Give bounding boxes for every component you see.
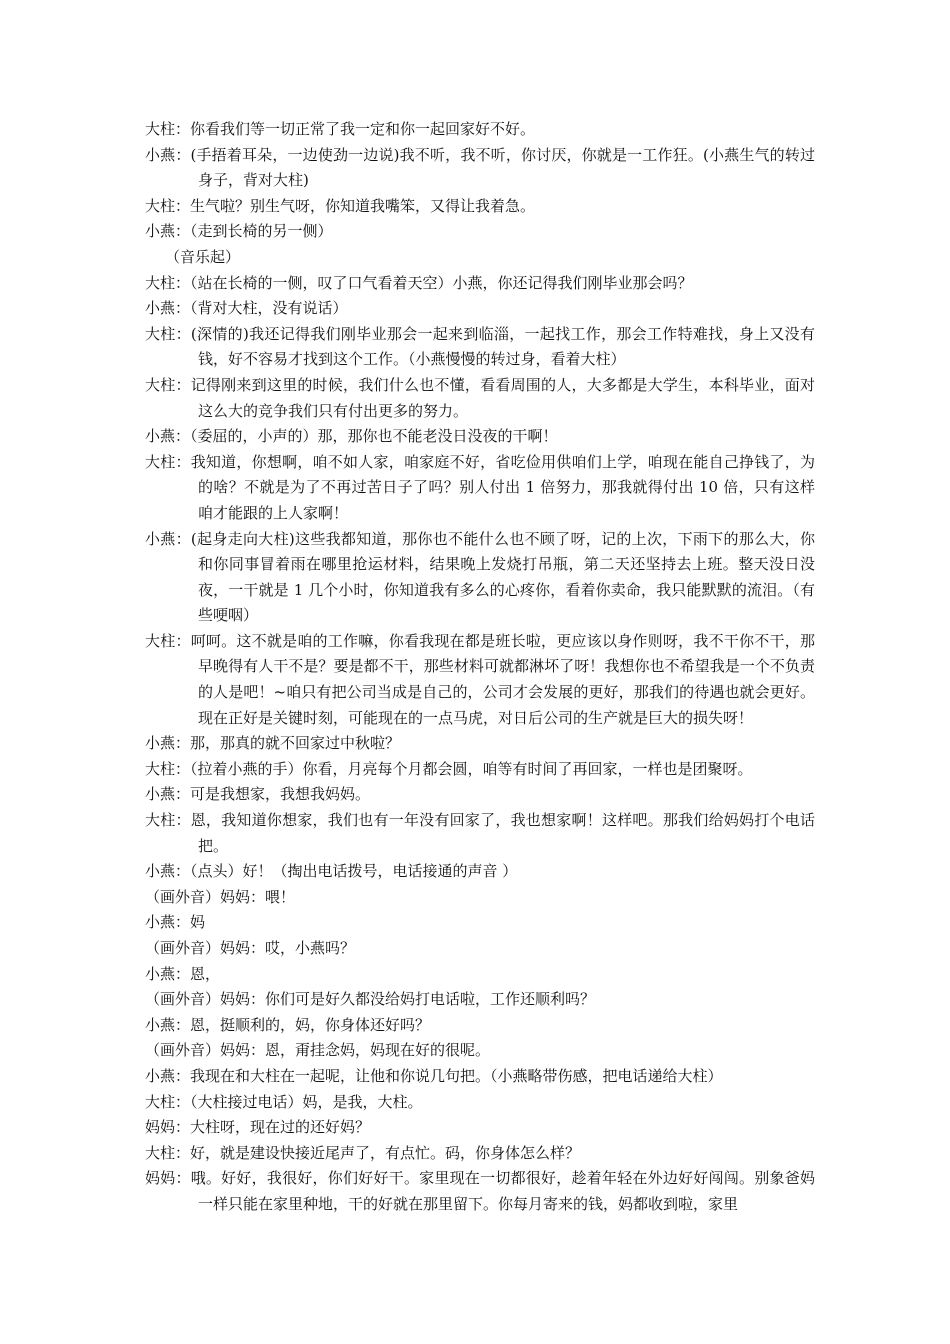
dialogue-line: 大柱：生气啦？别生气呀，你知道我嘴笨，又得让我着急。	[145, 196, 536, 215]
dialogue-line: 小燕：可是我想家，我想我妈妈。	[145, 785, 371, 804]
dialogue-line: 大柱：（站在长椅的一侧，叹了口气看着天空）小燕，你还记得我们刚毕业那会吗？	[145, 273, 693, 292]
dialogue-line: 小燕：恩，	[145, 964, 221, 983]
stage-direction: （音乐起）	[165, 247, 241, 266]
dialogue-line: 小燕：（委屈的，小声的）那，那你也不能老没日没夜的干啊！	[145, 427, 558, 446]
offscreen-voice-line: （画外音）妈妈：哎，小燕吗？	[145, 939, 356, 957]
dialogue-line: 大柱：(深情的)我还记得我们刚毕业那会一起来到临淄，一起找工作，那会工作特难找，身上又没有钱，好不容易才找到这个工作。（小燕慢慢的转过身，看着大柱）	[145, 324, 815, 369]
offscreen-voice-line: （画外音）妈妈：恩，甭挂念妈，妈现在好的很呢。	[145, 1041, 491, 1060]
script-page	[145, 117, 815, 1218]
dialogue-line: 大柱：我知道，你想啊，咱不如人家，咱家庭不好，省吃俭用供咱们上学，咱现在能自己挣钱了，为的啥？不就是为了不再过苦日子了吗？别人付出 1 倍努力，那我就得付出 10 倍，只有这样咱才能跟的上人家啊！	[145, 452, 815, 522]
dialogue-line: 大柱：（大柱接过电话）妈，是我，大柱。	[145, 1092, 423, 1111]
dialogue-line: 妈妈：哦。好好，我很好，你们好好干。家里现在一切都很好，趁着年轻在外边好好闯闯。别象爸妈一样只能在家里种地，干的好就在那里留下。你每月寄来的钱，妈都收到啦，家里	[145, 1169, 815, 1213]
offscreen-voice-line: （画外音）妈妈：你们可是好久都没给妈打电话啦，工作还顺利吗？	[145, 990, 596, 1009]
dialogue-line: 小燕：(起身走向大柱)这些我都知道，那你也不能什么也不顾了呀，记的上次，下雨下的那么大，你和你同事冒着雨在哪里抢运材料，结果晚上发烧打吊瓶，第二天还坚持去上班。整天没日没夜，一干就是 1 几个小时，你知道我有多么的心疼你，看着你卖命，我只能默默的流泪。（有些哽咽）	[145, 529, 815, 625]
dialogue-line: 小燕：(手捂着耳朵，一边使劲一边说)我不听，我不听，你讨厌，你就是一工作狂。(小燕生气的转过身子，背对大柱)	[145, 145, 815, 190]
dialogue-line: 小燕：妈	[145, 913, 206, 932]
dialogue-line: 妈妈：大柱呀，现在过的还好妈？	[145, 1118, 371, 1137]
dialogue-line: 小燕：（点头）好！（掏出电话拨号，电话接通的声音 ）	[145, 862, 518, 881]
dialogue-line: 大柱：呵呵。这不就是咱的工作嘛，你看我现在都是班长啦，更应该以身作则呀，我不干你不干，那早晚得有人干不是？要是都不干，那些材料可就都淋坏了呀！我想你也不希望我是一个不负责的人是吧！~咱只有把公司当成是自己的，公司才会发展的更好，那我们的待遇也就会更好。现在正好是关键时刻，可能现在的一点马虎，对日后公司的生产就是巨大的损失呀！	[145, 631, 815, 727]
dialogue-line: 大柱：记得刚来到这里的时候，我们什么也不懂，看看周围的人，大多都是大学生，本科毕业，面对这么大的竞争我们只有付出更多的努力。	[145, 375, 815, 420]
dialogue-line: 小燕：那，那真的就不回家过中秋啦？	[145, 734, 401, 753]
dialogue-line: 大柱：（拉着小燕的手）你看，月亮每个月都会圆，咱等有时间了再回家，一样也是团聚呀。	[145, 759, 753, 778]
dialogue-line: 小燕：我现在和大柱在一起呢，让他和你说几句把。（小燕略带伤感，把电话递给大柱）	[145, 1066, 723, 1085]
dialogue-line: 小燕：（走到长椅的另一侧）	[145, 222, 333, 241]
dialogue-line: 大柱：好，就是建设快接近尾声了，有点忙。码，你身体怎么样？	[145, 1143, 581, 1162]
offscreen-voice-line: （画外音）妈妈：喂！	[145, 887, 296, 906]
dialogue-line: 大柱：你看我们等一切正常了我一定和你一起回家好不好。	[145, 120, 536, 138]
dialogue-line: 小燕：（背对大柱，没有说话）	[145, 299, 348, 318]
dialogue-line: 小燕：恩，挺顺利的，妈，你身体还好吗？	[145, 1015, 431, 1034]
dialogue-line: 大柱：恩，我知道你想家，我们也有一年没有回家了，我也想家啊！这样吧。那我们给妈妈打个电话把。	[145, 811, 815, 855]
